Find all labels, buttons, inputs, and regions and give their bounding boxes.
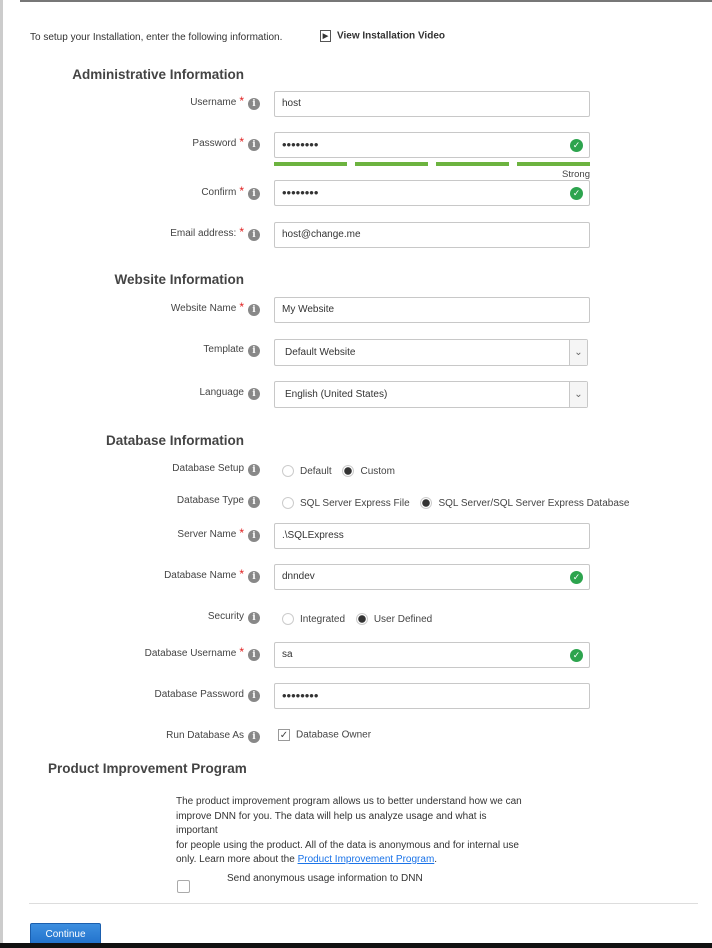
db-password-label: Database Password bbox=[154, 689, 244, 700]
database-heading: Database Information bbox=[105, 433, 244, 448]
db-type-radios bbox=[282, 497, 629, 509]
email-label: Email address: * bbox=[170, 225, 244, 239]
db-setup-radios bbox=[282, 465, 395, 477]
check-icon: ✓ bbox=[570, 649, 583, 662]
info-icon[interactable]: i bbox=[248, 690, 260, 702]
top-border bbox=[20, 0, 712, 2]
strength-bar bbox=[517, 162, 590, 166]
strength-bar bbox=[436, 162, 509, 166]
language-select[interactable]: English (United States) ⌄ bbox=[274, 381, 588, 408]
security-radios bbox=[282, 613, 432, 625]
run-as-label: Run Database As bbox=[166, 730, 244, 741]
video-icon: ▶ bbox=[320, 30, 331, 42]
template-label: Template bbox=[203, 344, 244, 355]
strength-label: Strong bbox=[562, 169, 590, 180]
info-icon[interactable]: i bbox=[248, 612, 260, 624]
radio-sql-server[interactable]: SQL Server/SQL Server Express Database bbox=[420, 498, 629, 509]
usage-checkbox-label: Send anonymous usage information to DNN bbox=[227, 873, 423, 884]
pip-link[interactable]: Product Improvement Program bbox=[297, 854, 435, 865]
info-icon[interactable]: i bbox=[248, 496, 260, 508]
username-label: Username * bbox=[190, 94, 244, 108]
template-select[interactable]: Default Website ⌄ bbox=[274, 339, 588, 366]
view-video-link[interactable]: ▶ View Installation Video bbox=[320, 30, 445, 42]
password-label: Password * bbox=[192, 135, 244, 149]
bottom-bar bbox=[0, 943, 712, 948]
radio-custom[interactable]: Custom bbox=[342, 466, 394, 477]
radio-default[interactable]: Default bbox=[282, 466, 332, 477]
website-name-input[interactable]: My Website bbox=[274, 297, 590, 323]
pip-description: The product improvement program allows us to better understand how we can improve DNN for you. The data will help us analyze usage and what is important for people using the product. All of the data is anonymous and for internal use only. Learn more about the Product Improvement Program. bbox=[176, 796, 522, 865]
checkbox-checked-icon: ✓ bbox=[279, 730, 289, 741]
info-icon[interactable]: i bbox=[248, 388, 260, 400]
info-icon[interactable]: i bbox=[248, 530, 260, 542]
website-heading: Website Information bbox=[114, 272, 244, 287]
db-name-label: Database Name * bbox=[164, 567, 244, 581]
info-icon[interactable]: i bbox=[248, 188, 260, 200]
chevron-down-icon: ⌄ bbox=[569, 340, 587, 365]
username-input[interactable]: host bbox=[274, 91, 590, 117]
security-label: Security bbox=[207, 611, 244, 622]
language-label: Language bbox=[199, 387, 244, 398]
info-icon[interactable]: i bbox=[248, 304, 260, 316]
info-icon[interactable]: i bbox=[248, 731, 260, 743]
password-input[interactable]: •••••••• ✓ bbox=[274, 132, 590, 158]
confirm-input[interactable]: •••••••• ✓ bbox=[274, 180, 590, 206]
db-owner-checkbox[interactable]: ✓ Database Owner bbox=[279, 729, 372, 741]
usage-checkbox[interactable] bbox=[177, 880, 190, 893]
strength-bar bbox=[355, 162, 428, 166]
check-icon: ✓ bbox=[570, 571, 583, 584]
email-input[interactable]: host@change.me bbox=[274, 222, 590, 248]
radio-integrated[interactable]: Integrated bbox=[282, 614, 345, 625]
info-icon[interactable]: i bbox=[248, 571, 260, 583]
confirm-label: Confirm * bbox=[201, 184, 244, 198]
server-name-label: Server Name * bbox=[177, 526, 244, 540]
continue-button[interactable]: Continue bbox=[30, 923, 101, 947]
info-icon[interactable]: i bbox=[248, 345, 260, 357]
info-icon[interactable]: i bbox=[248, 98, 260, 110]
intro-text: To setup your Installation, enter the following information. bbox=[30, 32, 283, 43]
info-icon[interactable]: i bbox=[248, 139, 260, 151]
chevron-down-icon: ⌄ bbox=[569, 382, 587, 407]
info-icon[interactable]: i bbox=[248, 229, 260, 241]
db-type-label: Database Type bbox=[176, 495, 244, 506]
pip-heading: Product Improvement Program bbox=[48, 761, 247, 776]
website-name-label: Website Name * bbox=[170, 300, 244, 314]
db-setup-label: Database Setup bbox=[172, 463, 244, 474]
strength-bar bbox=[274, 162, 347, 166]
check-icon: ✓ bbox=[570, 187, 583, 200]
radio-express-file[interactable]: SQL Server Express File bbox=[282, 498, 410, 509]
info-icon[interactable]: i bbox=[248, 464, 260, 476]
check-icon: ✓ bbox=[570, 139, 583, 152]
divider bbox=[29, 903, 698, 904]
server-name-input[interactable]: .\SQLExpress bbox=[274, 523, 590, 549]
db-username-label: Database Username * bbox=[144, 645, 244, 659]
db-password-input[interactable]: •••••••• bbox=[274, 683, 590, 709]
db-username-input[interactable]: sa ✓ bbox=[274, 642, 590, 668]
info-icon[interactable]: i bbox=[248, 649, 260, 661]
db-name-input[interactable]: dnndev ✓ bbox=[274, 564, 590, 590]
admin-heading: Administrative Information bbox=[72, 67, 244, 82]
radio-user-defined[interactable]: User Defined bbox=[356, 614, 432, 625]
